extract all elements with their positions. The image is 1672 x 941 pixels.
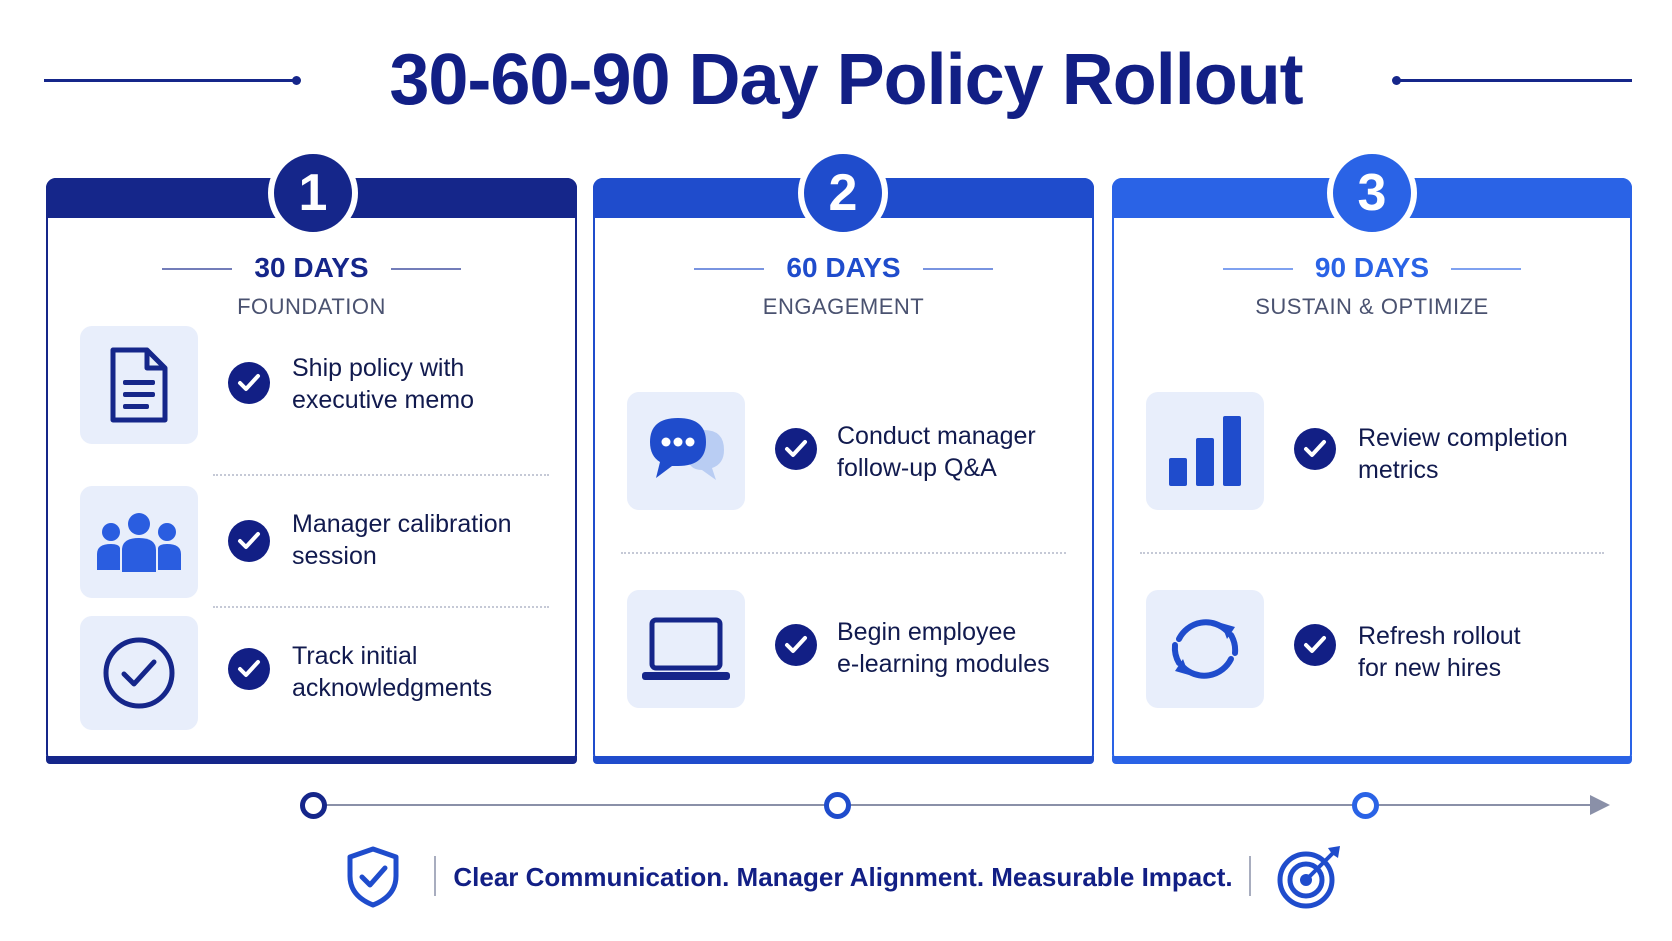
item-icon-box [1146, 392, 1264, 510]
card-bottom-bar [46, 756, 577, 764]
check-icon [1294, 428, 1336, 470]
list-item [627, 590, 1072, 708]
phase-name-label: SUSTAIN & OPTIMIZE [1255, 294, 1489, 319]
check-icon [228, 362, 270, 404]
phase-header [48, 252, 575, 320]
item-text: Review completion metrics [1358, 424, 1568, 484]
check-icon [1294, 624, 1336, 666]
item-icon-box [80, 326, 198, 444]
phase-card-30-days [46, 164, 577, 764]
timeline [300, 790, 1610, 820]
item-icon-box [627, 590, 745, 708]
list-item [80, 616, 555, 730]
title-row [0, 30, 1672, 130]
item-icon-box [1146, 590, 1264, 708]
list-item [627, 392, 1072, 510]
card-bottom-bar [1112, 756, 1632, 764]
check-icon [228, 648, 270, 690]
footer-separator [1249, 856, 1251, 896]
item-text: Track initial acknowledgments [292, 642, 493, 702]
title-rule-right [1400, 79, 1632, 82]
laptop-icon [640, 616, 732, 682]
item-text: Begin employee e-learning modules [837, 618, 1050, 678]
phase-name-label: ENGAGEMENT [762, 294, 925, 319]
check-icon [228, 520, 270, 562]
item-text: Refresh rollout for new hires [1358, 622, 1521, 682]
item-text: Manager calibration session [292, 510, 512, 570]
phase-number-badge: 3 [1327, 148, 1417, 238]
timeline-arrowhead-icon [1590, 795, 1610, 815]
item-divider [213, 474, 549, 476]
refresh-icon [1165, 609, 1245, 689]
page-title: 30-60-90 Day Policy Rollout [389, 40, 1303, 120]
shield-check-icon [346, 846, 400, 908]
item-icon-box [80, 616, 198, 730]
item-text: Conduct manager follow-up Q&A [837, 422, 1036, 482]
timeline-node-90 [1352, 792, 1379, 819]
list-item [80, 326, 555, 444]
list-item [1146, 590, 1610, 708]
people-icon [96, 510, 182, 574]
target-icon [1276, 842, 1344, 910]
item-divider [621, 552, 1066, 554]
check-icon [775, 624, 817, 666]
timeline-node-30 [300, 792, 327, 819]
timeline-node-60 [824, 792, 851, 819]
phase-header [595, 252, 1092, 320]
item-text: Ship policy with executive memo [292, 354, 475, 414]
phase-header [1114, 252, 1630, 320]
item-icon-box [627, 392, 745, 510]
phase-name-label: FOUNDATION [237, 294, 386, 319]
phase-card-60-days [593, 164, 1094, 764]
document-icon [107, 346, 171, 424]
list-item [1146, 392, 1610, 510]
item-icon-box [80, 486, 198, 598]
phase-number-badge: 1 [268, 148, 358, 238]
phase-days-label: 60 DAYS [764, 252, 922, 284]
phase-days-label: 90 DAYS [1293, 252, 1451, 284]
item-divider [1140, 552, 1604, 554]
card-bottom-bar [593, 756, 1094, 764]
title-rule-left [44, 79, 296, 82]
check-circle-icon [101, 635, 177, 711]
bar-chart-icon [1167, 414, 1243, 488]
chat-bubbles-icon [644, 412, 728, 490]
timeline-line [310, 804, 1594, 806]
footer-separator [434, 856, 436, 896]
phase-number-badge: 2 [798, 148, 888, 238]
phase-days-label: 30 DAYS [232, 252, 390, 284]
footer-tagline: Clear Communication. Manager Alignment. Measurable Impact. [453, 862, 1233, 892]
check-icon [775, 428, 817, 470]
item-divider [213, 606, 549, 608]
list-item [80, 486, 555, 598]
footer [0, 842, 1672, 912]
phase-card-90-days [1112, 164, 1632, 764]
